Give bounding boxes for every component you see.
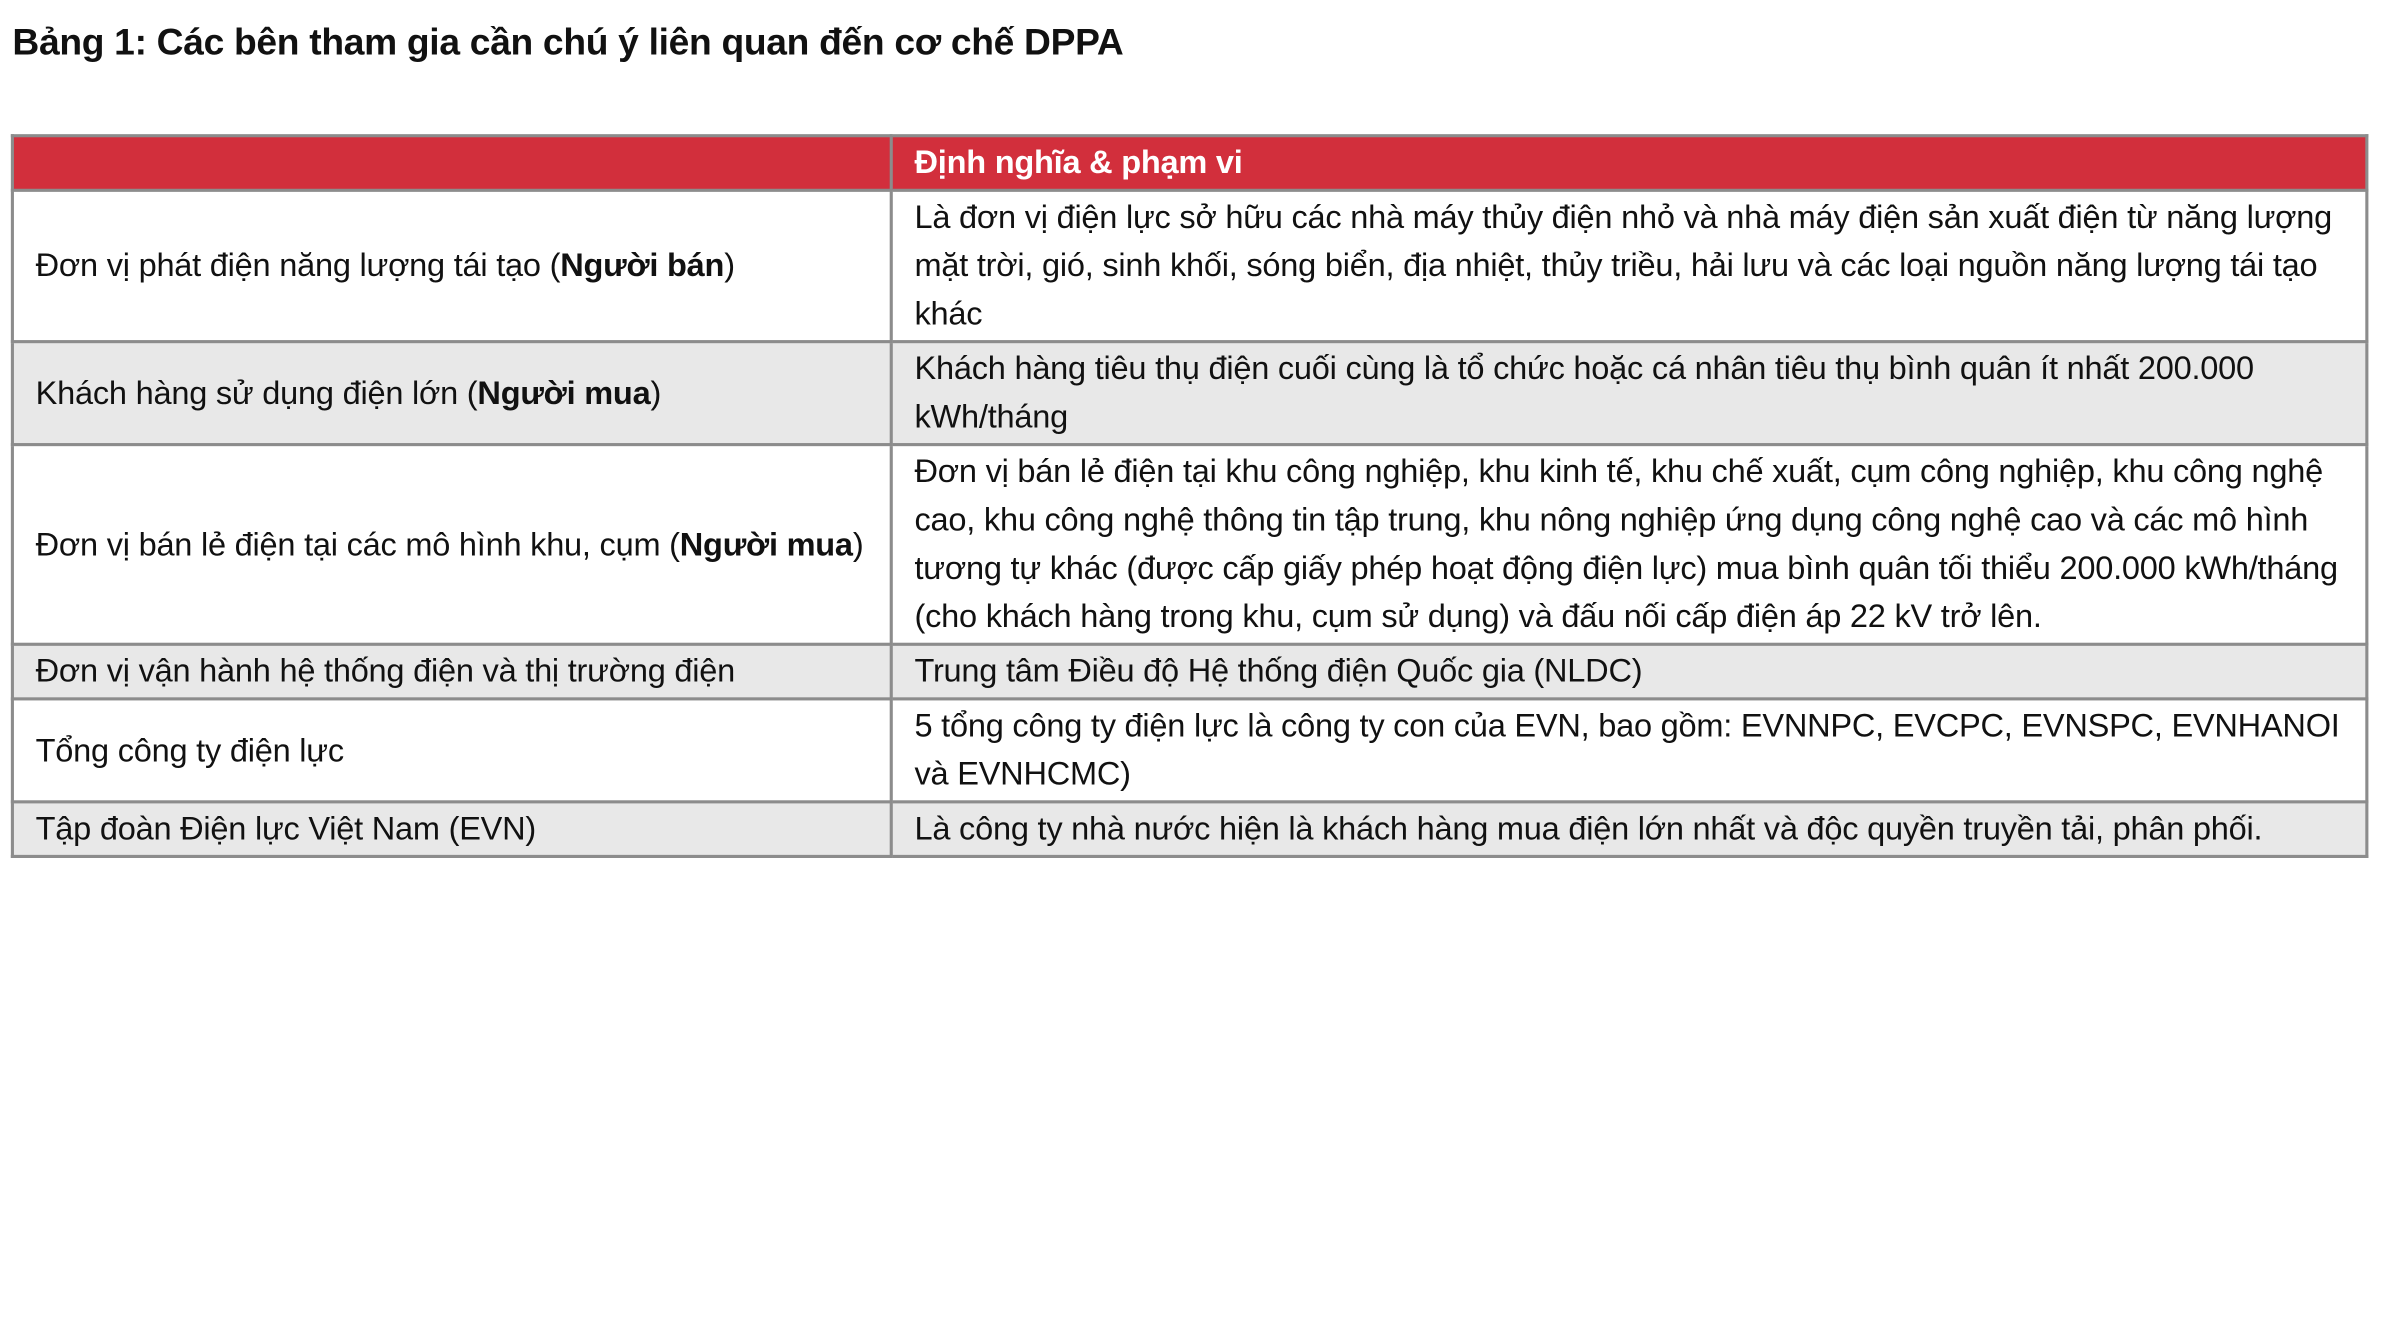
table-row (12, 445, 2366, 645)
table-row (12, 802, 2366, 857)
party-cell (12, 190, 891, 341)
party-text: Khách hàng sử dụng điện lớn ( (35, 375, 478, 412)
party-cell: Đơn vị vận hành hệ thống điện và thị trường điện (12, 644, 891, 699)
party-cell (12, 342, 891, 445)
definition-cell: Trung tâm Điều độ Hệ thống điện Quốc gia (NLDC) (891, 644, 2367, 699)
definition-cell: Đơn vị bán lẻ điện tại khu công nghiệp, khu kinh tế, khu chế xuất, cụm công nghiệp, khu công nghệ cao, khu công nghệ thông tin tập trung, khu nông nghiệp ứng dụng công nghệ cao và các mô hình tương tự khác (được cấp giấy phép hoạt động điện lực) mua bình quân tối thiểu 200.000 kWh/tháng (cho khách hàng trong khu, cụm sử dụng) và đấu nối cấp điện áp 22 kV trở lên. (891, 445, 2367, 645)
table-header-row (12, 136, 2366, 191)
party-role: Người bán (560, 248, 725, 284)
header-party (12, 136, 891, 191)
definition-cell: Là đơn vị điện lực sở hữu các nhà máy thủy điện nhỏ và nhà máy điện sản xuất điện từ năng lượng mặt trời, gió, sinh khối, sóng biển, địa nhiệt, thủy triều, hải lưu và các loại nguồn năng lượng tái tạo khác (891, 190, 2367, 341)
party-role: Người mua (477, 375, 651, 412)
table-row (12, 342, 2366, 445)
definition-cell: Khách hàng tiêu thụ điện cuối cùng là tổ chức hoặc cá nhân tiêu thụ bình quân ít nhất 200.000 kWh/tháng (891, 342, 2367, 445)
party-text-end: ) (724, 248, 735, 284)
table-row (12, 699, 2366, 802)
party-text: Đơn vị bán lẻ điện tại các mô hình khu, cụm ( (35, 526, 680, 563)
party-cell: Tổng công ty điện lực (12, 699, 891, 802)
party-text: Đơn vị phát điện năng lượng tái tạo ( (35, 248, 561, 284)
table-caption: Bảng 1: Các bên tham gia cần chú ý liên quan đến cơ chế DPPA (12, 21, 1124, 64)
party-cell: Tập đoàn Điện lực Việt Nam (EVN) (12, 802, 891, 857)
party-text-end: ) (852, 526, 864, 563)
table-row (12, 644, 2366, 699)
definition-cell: 5 tổng công ty điện lực là công ty con của EVN, bao gồm: EVNNPC, EVCPC, EVNSPC, EVNHANOI và EVNHCMC) (891, 699, 2367, 802)
dppa-participants-table (11, 134, 2369, 858)
party-text-end: ) (650, 375, 662, 412)
table-row (12, 190, 2366, 341)
party-cell (12, 445, 891, 645)
definition-cell: Là công ty nhà nước hiện là khách hàng mua điện lớn nhất và độc quyền truyền tải, phân phối. (891, 802, 2367, 857)
header-definition: Định nghĩa & phạm vi (891, 136, 2367, 191)
party-role: Người mua (679, 526, 853, 563)
